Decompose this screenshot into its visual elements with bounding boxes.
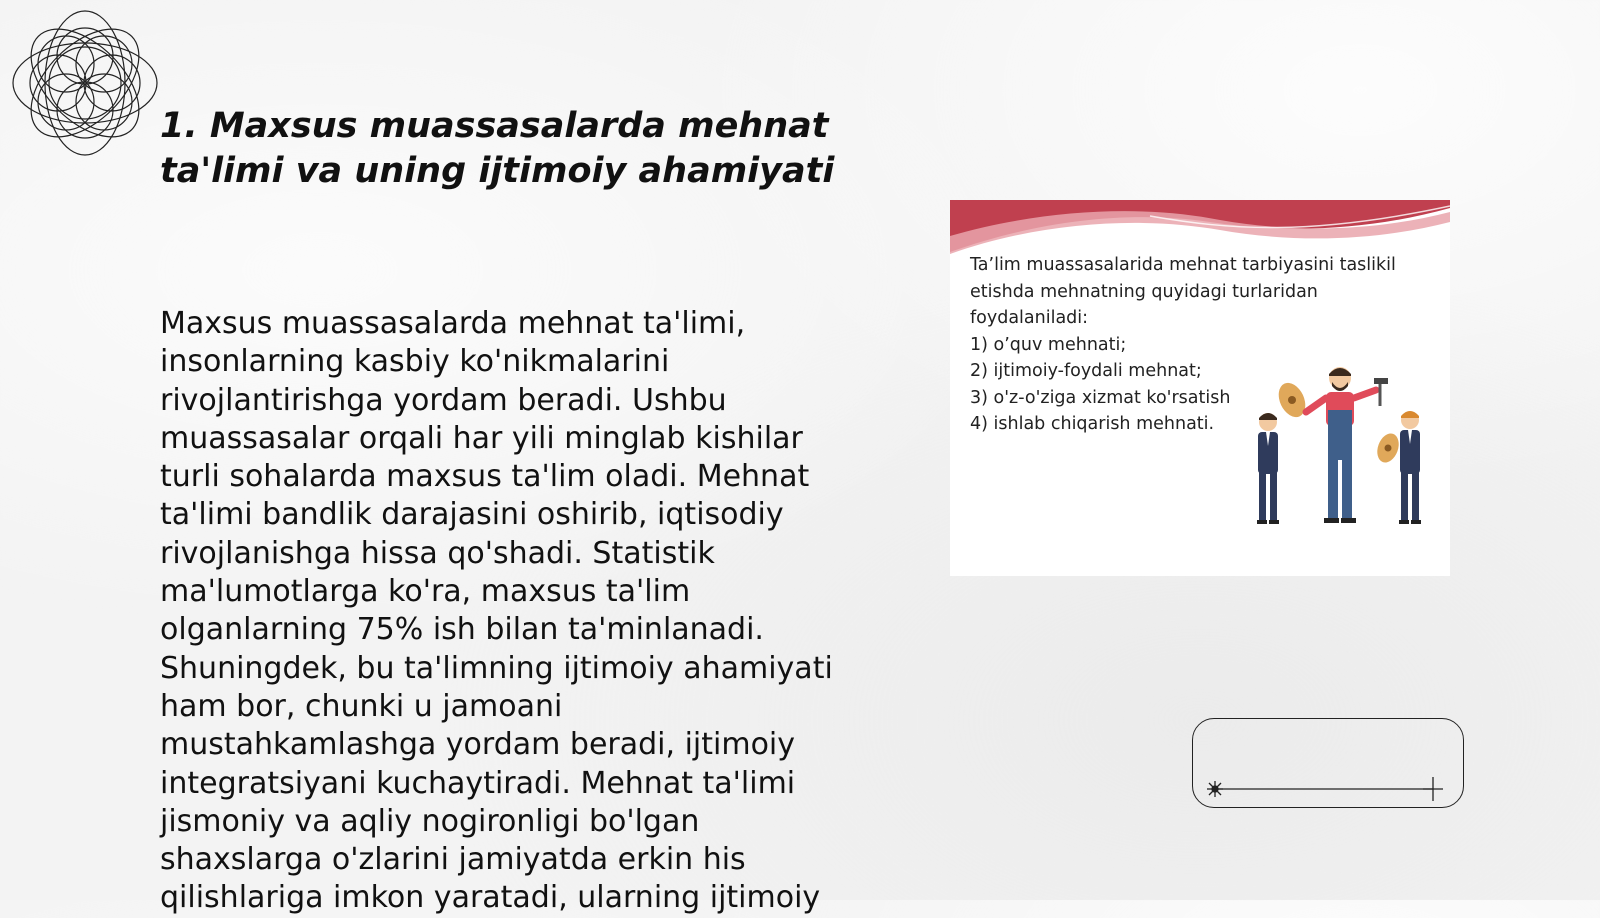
decorative-slider-box <box>1192 718 1464 808</box>
card-list-item: 4) ishlab chiqarish mehnati. <box>970 414 1215 434</box>
card-list-item: 2) ijtimoiy-foydali mehnat; <box>970 361 1202 381</box>
card-list-item: 1) o’quv mehnati; <box>970 334 1127 355</box>
info-card <box>950 200 1450 576</box>
concentric-circles-icon <box>10 8 160 158</box>
slide-body-text: Maxsus muassasalarda mehnat ta'limi, insonlarning kasbiy ko'nikmalarini rivojlantirishga yordam beradi. Ushbu muassasalar orqali har yili minglab kishilar turli sohalarda maxsus ta'lim oladi. Mehnat ta'limi bandlik darajasini oshirib, iqtisodiy rivojlanishga hissa qo'shadi. Statistik ma'lumotlarga ko'ra, maxsus ta'lim olganlarning 75% ish bilan ta'minlanadi. Shuningdek, bu ta'limning ijtimoiy ahamiyati ham bor, chunki u jamoani mustahkamlashga yordam beradi, ijtimoiy integratsiyani kuchaytiradi. Mehnat ta'limi jismoniy va aqliy nogironligi bo'lgan shaxslarga o'zlarini jamiyatda erkin his qilishlariga imkon yaratadi, ularning ijtimoiy <box>160 306 833 916</box>
card-intro: Ta’lim muassasalarida mehnat tarbiyasini taslikil etishda mehnatning quyidagi turlaridan foydalaniladi: <box>970 255 1396 328</box>
card-list-item: 3) o'z-o'ziga xizmat ko'rsatish <box>970 387 1231 408</box>
teacher-students-icon <box>1240 360 1440 540</box>
sun-icon <box>1207 781 1223 797</box>
card-wave-banner <box>950 200 1450 256</box>
sparkle-icon <box>1423 777 1443 801</box>
slide-title: 1. Maxsus muassasalarda mehnat ta'limi va uning ijtimoiy ahamiyati <box>160 106 835 191</box>
